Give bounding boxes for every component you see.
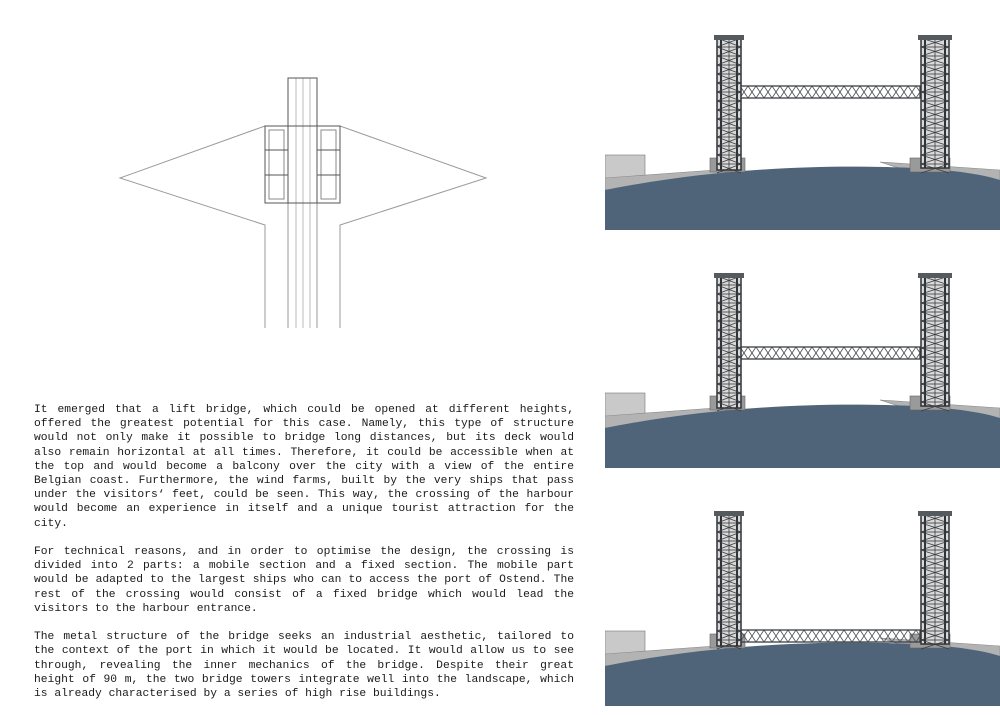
tower-left: [714, 511, 744, 649]
paragraph-2: For technical reasons, and in order to optimise the design, the crossing is divided into 2 parts: a mobile section and a fixed section. The mobile part would be adapted to the largest ships who can to access the port of Ostend. The rest of the crossing would consist of a fixed bridge which would lead the visitors to the harbour entrance.: [34, 546, 574, 615]
render-deck-middle: [605, 268, 1000, 468]
render-deck-bottom: [605, 506, 1000, 706]
quay-outline-right: [340, 126, 486, 328]
description-text: [34, 403, 574, 715]
tower-right: [918, 273, 952, 411]
quay-outline-left: [120, 126, 265, 328]
tower-left: [714, 273, 744, 411]
lift-deck-truss: [740, 86, 924, 98]
paragraph-3: The metal structure of the bridge seeks an industrial aesthetic, tailored to the context of the port in which it would be located. It would allow us to see through, revealing the inner mechanics of the bridge. Despite their great height of 90 m, the two bridge towers integrate well into the landscape, which is already characterised by a series of high rise buildings.: [34, 631, 574, 701]
bridge-plan-drawing: [110, 70, 500, 335]
plan-svg: [110, 70, 500, 335]
tower-plan-left: [265, 126, 288, 203]
lift-deck-truss: [740, 347, 924, 359]
tower-right: [918, 35, 952, 173]
paragraph-1: It emerged that a lift bridge, which could be opened at different heights, offered the greatest potential for this case. Namely, this type of structure would not only make it possible to bridge long distances, but its deck would also remain horizontal at all times. Therefore, it could be accessible when at the top and would become a balcony over the city with a view of the entire Belgian coast. Furthermore, the wind farms, built by the very ships that pass under the visitors‘ feet, could be seen. This way, the crossing of the harbour would become an experience in itself and a unique tourist attraction for the city.: [34, 404, 574, 530]
tower-plan-right: [317, 126, 340, 203]
tower-left: [714, 35, 744, 173]
tower-right: [918, 511, 952, 649]
render-deck-top: [605, 30, 1000, 230]
